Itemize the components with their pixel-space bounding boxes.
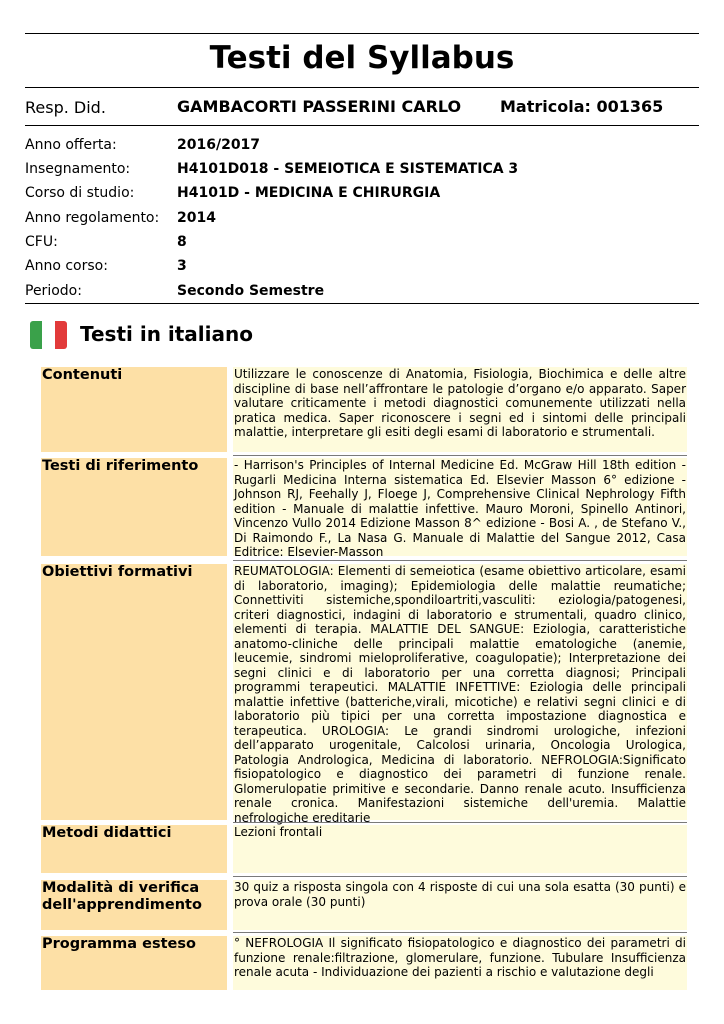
- block-label: Modalità di verifica dell'apprendimento: [41, 880, 227, 930]
- info-rule: [25, 303, 699, 304]
- info-label: Anno offerta:: [25, 137, 117, 153]
- block-contenuti: [41, 367, 687, 452]
- block-text: - Harrison's Principles of Internal Medicine Ed. McGraw Hill 18th edition - Rugarli Medicina Interna sistematica Ed. Elsevier Masson 6° edizione - Johnson RJ, Feehally J, Floege J, Comprehensive Clinical Nephrology Fifth edition - Manuale di malattie infettive. Mauro Moroni, Spinello Antinori, Vincenzo Vullo 2014 Edizione Masson 8^ edizione - Bosi A. , de Stefano V., Di Raimondo F., La Nasa G. Manuale di Malattie del Sangue 2012, Casa Editrice: Elsevier-Masson: [234, 458, 686, 559]
- info-value: 3: [177, 258, 187, 274]
- block-label: Metodi didattici: [41, 825, 227, 873]
- block-separator: [233, 876, 687, 877]
- resp-matricola: Matricola: 001365: [500, 97, 664, 116]
- title-rule: [25, 87, 699, 88]
- info-value: 8: [177, 234, 187, 250]
- info-value: 2016/2017: [177, 137, 261, 153]
- info-label: Anno regolamento:: [25, 210, 160, 226]
- block-metodi-didattici: [41, 825, 687, 873]
- info-value: H4101D - MEDICINA E CHIRURGIA: [177, 185, 441, 201]
- section-title: Testi in italiano: [80, 322, 253, 346]
- flag-stripe-white: [42, 321, 54, 349]
- info-row-periodo: [25, 283, 699, 303]
- block-separator: [233, 822, 687, 823]
- info-row-cfu: [25, 234, 699, 254]
- flag-stripe-red: [55, 321, 67, 349]
- block-text: REUMATOLOGIA: Elementi di semeiotica (esame obiettivo articolare, esami di laboratorio, imaging); Epidemiologia delle malattie reumatiche; Connettiviti sistemiche,spondiloartriti,vasculiti: eziologia/patogenesi, criteri diagnostici, indagini di laboratorio e strumentali, quadro clinico, elementi di terapia. MALATTIE DEL SANGUE: Eziologia, caratteristiche anatomo-cliniche delle principali malattie ematologiche (anemie, leucemie, sindromi mieloproliferative, coagulopatie); Interpretazione dei segni clinici e di laboratorio per una corretta diagnosi; Principali programmi terapeutici. MALATTIE INFETTIVE: Eziologia delle principali malattie infettive (batteriche,virali, micotiche) e relativi segni clinici e di laboratorio più tipici per una corretta impostazione diagnostica e terapeutica. UROLOGIA: Le grandi sindromi urologiche, infezioni dell’apparato urogenitale, Calcolosi urinaria, Oncologia Urologica, Patologia Andrologica, Medicina di laboratorio. NEFROLOGIA:Significato fisiopatologico e diagnostico dei parametri di funzione renale. Glomerulopatie primitive e secondarie. Danno renale acuto. Insufficienza renale cronica. Manifestazioni sistemiche dell'uremia. Malattie nefrologiche ereditarie: [234, 564, 686, 825]
- info-row-anno-corso: [25, 258, 699, 278]
- page-title: Testi del Syllabus: [209, 40, 515, 76]
- block-separator: [233, 932, 687, 933]
- info-label: Anno corso:: [25, 258, 108, 274]
- resp-rule: [25, 125, 699, 126]
- info-row-anno-offerta: [25, 137, 699, 157]
- block-programma-esteso: [41, 936, 687, 990]
- info-row-insegnamento: [25, 161, 699, 181]
- block-separator: [233, 455, 687, 456]
- block-testi-di-riferimento: [41, 458, 687, 559]
- block-text: 30 quiz a risposta singola con 4 risposte di cui una sola esatta (30 punti) e prova orale (30 punti): [233, 880, 687, 930]
- info-row-anno-regolamento: [25, 210, 699, 230]
- block-text: Lezioni frontali: [233, 825, 687, 873]
- info-label: Corso di studio:: [25, 185, 135, 201]
- info-value: Secondo Semestre: [177, 283, 325, 299]
- block-label: Contenuti: [41, 367, 227, 452]
- block-modalita-di-verifica: [41, 880, 687, 930]
- info-label: Insegnamento:: [25, 161, 131, 177]
- info-label: CFU:: [25, 234, 58, 250]
- block-text: Utilizzare le conoscenze di Anatomia, Fisiologia, Biochimica e delle altre discipline di base nell’affrontare le patologie d’organo e/o apparato. Saper valutare criticamente i metodi diagnostici comunemente utilizzati nella pratica medica. Saper riconoscere i segni ed i sintomi delle principali malattie, interpretare gli esiti degli esami di laboratorio e strumentali.: [233, 367, 687, 452]
- flag-stripe-green: [30, 321, 42, 349]
- top-rule: [25, 33, 699, 34]
- resp-name: GAMBACORTI PASSERINI CARLO: [177, 97, 462, 116]
- block-text: ° NEFROLOGIA Il significato fisiopatologico e diagnostico dei parametri di funzione renale:filtrazione, glomerulare, funzione. Tubulare Insufficienza renale acuta - Individuazione dei pazienti a rischio e valutazione degli: [233, 936, 687, 990]
- resp-label: Resp. Did.: [25, 98, 106, 117]
- block-label: Testi di riferimento: [41, 458, 227, 556]
- block-label: Programma esteso: [41, 936, 227, 990]
- info-value: H4101D018 - SEMEIOTICA E SISTEMATICA 3: [177, 161, 519, 177]
- info-value: 2014: [177, 210, 216, 226]
- italian-flag-icon: [30, 321, 67, 349]
- info-row-corso-di-studio: [25, 185, 699, 205]
- info-label: Periodo:: [25, 283, 82, 299]
- block-separator: [233, 560, 687, 561]
- block-label: Obiettivi formativi: [41, 564, 227, 820]
- block-obiettivi-formativi: [41, 564, 687, 825]
